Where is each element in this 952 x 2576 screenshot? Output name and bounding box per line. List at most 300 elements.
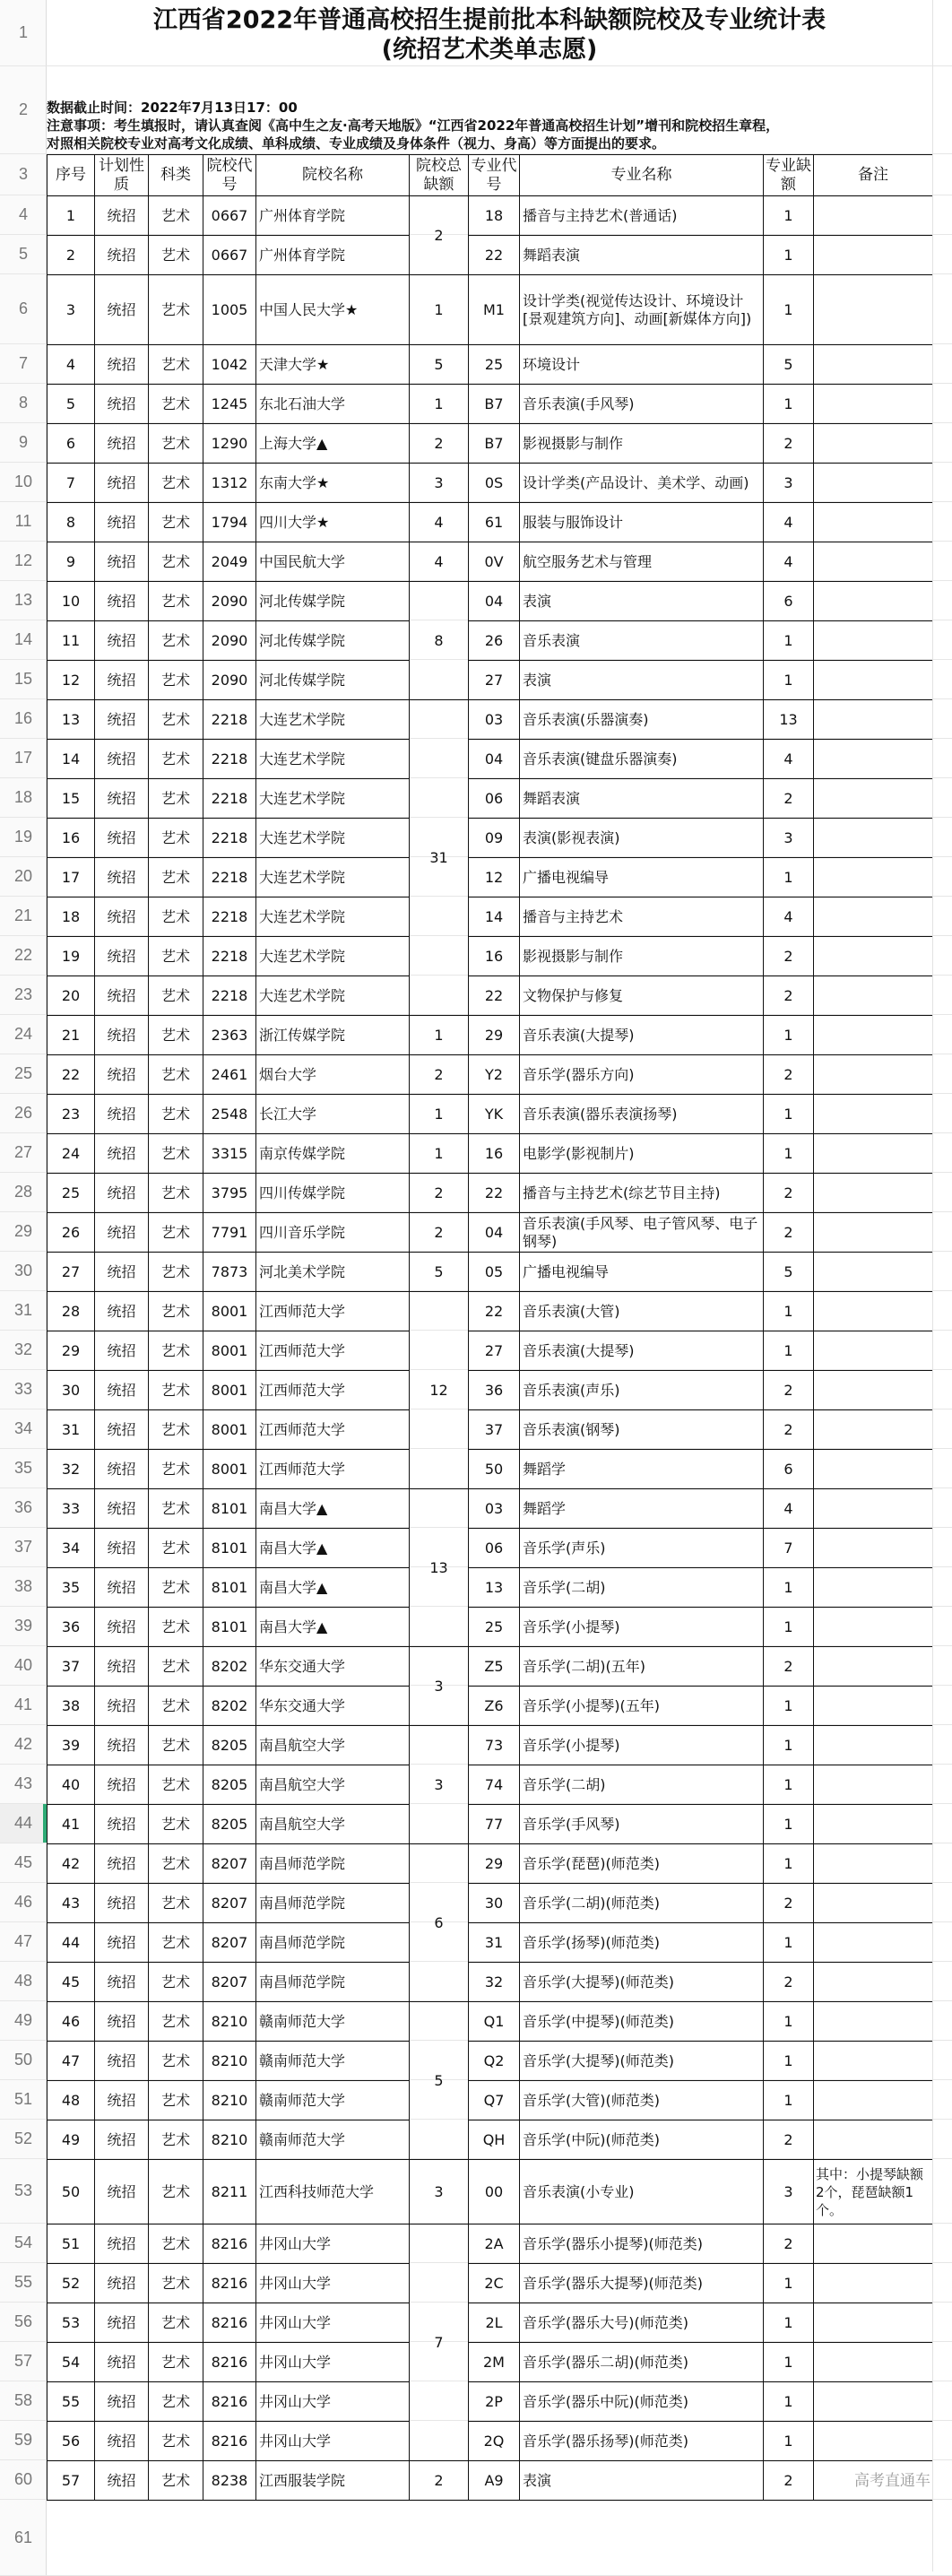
row-header[interactable]: 48 [13, 1972, 33, 1990]
cell-school-name[interactable]: 南昌师范学院 [256, 1844, 410, 1884]
cell-school-total-vacancy[interactable]: 3 [410, 2160, 469, 2225]
cell-school-code[interactable]: 8210 [203, 2042, 256, 2081]
cell-school-name[interactable]: 大连艺术学院 [256, 740, 410, 779]
cell-school-code[interactable]: 2218 [203, 858, 256, 898]
cell-remarks[interactable] [814, 779, 933, 819]
col-header-school-code[interactable]: 院校代号 [203, 155, 256, 196]
cell-seq[interactable]: 25 [48, 1174, 95, 1213]
cell-major-vacancy[interactable]: 1 [764, 1568, 814, 1608]
cell-category[interactable]: 艺术 [149, 2081, 203, 2121]
cell-school-code[interactable]: 8205 [203, 1805, 256, 1844]
cell-school-total-vacancy[interactable]: 7 [410, 2225, 469, 2461]
cell-major-name[interactable]: 舞蹈表演 [520, 779, 764, 819]
cell-seq[interactable]: 36 [48, 1608, 95, 1647]
cell-seq[interactable]: 11 [48, 621, 95, 661]
cell-remarks[interactable] [814, 503, 933, 542]
cell-major-code[interactable]: QH [469, 2121, 520, 2160]
cell-major-code[interactable]: Q1 [469, 2002, 520, 2042]
cell-remarks[interactable] [814, 542, 933, 582]
cell-school-code[interactable]: 8101 [203, 1608, 256, 1647]
cell-school-name[interactable]: 南京传媒学院 [256, 1134, 410, 1174]
cell-plan-type[interactable]: 统招 [95, 1844, 149, 1884]
cell-major-name[interactable]: 音乐学(小提琴) [520, 1608, 764, 1647]
cell-major-name[interactable]: 音乐学(二胡)(五年) [520, 1647, 764, 1687]
cell-school-code[interactable]: 8211 [203, 2160, 256, 2225]
cell-major-vacancy[interactable]: 1 [764, 621, 814, 661]
row-header[interactable]: 54 [13, 2233, 33, 2251]
cell-major-code[interactable]: 61 [469, 503, 520, 542]
cell-plan-type[interactable]: 统招 [95, 2081, 149, 2121]
cell-major-code[interactable]: 18 [469, 196, 520, 236]
cell-school-name[interactable]: 井冈山大学 [256, 2303, 410, 2343]
cell-school-name[interactable]: 四川传媒学院 [256, 1174, 410, 1213]
cell-plan-type[interactable]: 统招 [95, 1410, 149, 1450]
cell-school-code[interactable]: 3795 [203, 1174, 256, 1213]
cell-seq[interactable]: 32 [48, 1450, 95, 1489]
cell-major-code[interactable]: M1 [469, 275, 520, 345]
cell-category[interactable]: 艺术 [149, 779, 203, 819]
cell-school-name[interactable]: 江西科技师范大学 [256, 2160, 410, 2225]
cell-plan-type[interactable]: 统招 [95, 898, 149, 937]
row-header[interactable]: 51 [13, 2090, 33, 2108]
cell-major-code[interactable]: 05 [469, 1253, 520, 1292]
cell-major-code[interactable]: 29 [469, 1016, 520, 1055]
cell-school-name[interactable]: 南昌师范学院 [256, 1963, 410, 2002]
cell-plan-type[interactable]: 统招 [95, 1371, 149, 1410]
row-header[interactable]: 27 [13, 1143, 33, 1161]
watermark-text[interactable]: 高考直通车 [814, 2461, 933, 2501]
cell-major-code[interactable]: 25 [469, 345, 520, 385]
row-header[interactable]: 24 [13, 1025, 33, 1043]
cell-major-name[interactable]: 音乐学(小提琴)(五年) [520, 1687, 764, 1726]
row-header[interactable]: 20 [13, 867, 33, 885]
cell-plan-type[interactable]: 统招 [95, 345, 149, 385]
cell-seq[interactable]: 50 [48, 2160, 95, 2225]
cell-school-name[interactable]: 中国民航大学 [256, 542, 410, 582]
cell-major-vacancy[interactable]: 1 [764, 385, 814, 424]
cell-school-name[interactable]: 南昌大学▲ [256, 1529, 410, 1568]
cell-school-name[interactable]: 东北石油大学 [256, 385, 410, 424]
cell-school-code[interactable]: 2049 [203, 542, 256, 582]
cell-major-code[interactable]: Z5 [469, 1647, 520, 1687]
cell-school-name[interactable]: 大连艺术学院 [256, 976, 410, 1016]
cell-major-name[interactable]: 音乐表演(大提琴) [520, 1016, 764, 1055]
cell-school-code[interactable]: 8001 [203, 1292, 256, 1331]
cell-school-total-vacancy[interactable]: 2 [410, 1213, 469, 1253]
cell-category[interactable]: 艺术 [149, 385, 203, 424]
cell-seq[interactable]: 4 [48, 345, 95, 385]
cell-major-name[interactable]: 音乐学(大提琴)(师范类) [520, 2042, 764, 2081]
row-header[interactable]: 32 [13, 1340, 33, 1358]
cell-major-code[interactable]: 2P [469, 2382, 520, 2422]
cell-school-name[interactable]: 江西师范大学 [256, 1371, 410, 1410]
cell-seq[interactable]: 55 [48, 2382, 95, 2422]
cell-school-code[interactable]: 0667 [203, 236, 256, 275]
cell-school-total-vacancy[interactable]: 4 [410, 542, 469, 582]
cell-major-name[interactable]: 表演(影视表演) [520, 819, 764, 858]
cell-school-name[interactable]: 河北传媒学院 [256, 661, 410, 700]
cell-category[interactable]: 艺术 [149, 1489, 203, 1529]
cell-major-name[interactable]: 音乐学(器乐二胡)(师范类) [520, 2343, 764, 2382]
cell-seq[interactable]: 48 [48, 2081, 95, 2121]
cell-remarks[interactable] [814, 1647, 933, 1687]
cell-school-code[interactable]: 8216 [203, 2382, 256, 2422]
cell-category[interactable]: 艺术 [149, 2461, 203, 2501]
cell-school-total-vacancy[interactable]: 5 [410, 345, 469, 385]
row-header[interactable]: 19 [13, 828, 33, 846]
cell-plan-type[interactable]: 统招 [95, 819, 149, 858]
cell-school-code[interactable]: 8216 [203, 2422, 256, 2461]
col-header-major-vacancy[interactable]: 专业缺额 [764, 155, 814, 196]
cell-major-vacancy[interactable]: 2 [764, 1371, 814, 1410]
cell-remarks[interactable] [814, 196, 933, 236]
row-header[interactable]: 60 [13, 2470, 33, 2488]
row-header[interactable]: 21 [13, 906, 33, 924]
cell-major-vacancy[interactable]: 1 [764, 1095, 814, 1134]
cell-category[interactable]: 艺术 [149, 1923, 203, 1963]
cell-school-name[interactable]: 赣南师范大学 [256, 2081, 410, 2121]
cell-major-code[interactable]: 00 [469, 2160, 520, 2225]
cell-plan-type[interactable]: 统招 [95, 621, 149, 661]
cell-school-name[interactable]: 河北传媒学院 [256, 621, 410, 661]
cell-school-total-vacancy[interactable]: 6 [410, 1844, 469, 2002]
cell-school-total-vacancy[interactable]: 2 [410, 2461, 469, 2501]
cell-school-code[interactable]: 2218 [203, 779, 256, 819]
cell-school-total-vacancy[interactable]: 5 [410, 2002, 469, 2160]
row-header[interactable]: 28 [13, 1183, 33, 1201]
cell-major-code[interactable]: 03 [469, 700, 520, 740]
cell-plan-type[interactable]: 统招 [95, 2042, 149, 2081]
cell-major-name[interactable]: 音乐学(手风琴) [520, 1805, 764, 1844]
cell-major-code[interactable]: 12 [469, 858, 520, 898]
cell-major-vacancy[interactable]: 1 [764, 1331, 814, 1371]
cell-major-vacancy[interactable]: 1 [764, 2382, 814, 2422]
cell-category[interactable]: 艺术 [149, 1410, 203, 1450]
cell-remarks[interactable] [814, 1805, 933, 1844]
cell-remarks[interactable] [814, 2081, 933, 2121]
cell-plan-type[interactable]: 统招 [95, 464, 149, 503]
cell-major-name[interactable]: 影视摄影与制作 [520, 424, 764, 464]
cell-school-total-vacancy[interactable]: 2 [410, 424, 469, 464]
cell-seq[interactable]: 12 [48, 661, 95, 700]
cell-remarks[interactable] [814, 1450, 933, 1489]
cell-school-name[interactable]: 赣南师范大学 [256, 2042, 410, 2081]
cell-major-name[interactable]: 音乐学(器乐大号)(师范类) [520, 2303, 764, 2343]
cell-major-code[interactable]: Z6 [469, 1687, 520, 1726]
cell-category[interactable]: 艺术 [149, 424, 203, 464]
cell-seq[interactable]: 33 [48, 1489, 95, 1529]
cell-school-code[interactable]: 8210 [203, 2081, 256, 2121]
cell-major-code[interactable]: 0S [469, 464, 520, 503]
cell-seq[interactable]: 26 [48, 1213, 95, 1253]
cell-school-name[interactable]: 河北传媒学院 [256, 582, 410, 621]
cell-school-name[interactable]: 井冈山大学 [256, 2382, 410, 2422]
col-header-seq[interactable]: 序号 [48, 155, 95, 196]
cell-category[interactable]: 艺术 [149, 1884, 203, 1923]
cell-seq[interactable]: 15 [48, 779, 95, 819]
cell-school-total-vacancy[interactable]: 3 [410, 1726, 469, 1844]
row-header[interactable]: 40 [13, 1656, 33, 1674]
cell-major-vacancy[interactable]: 1 [764, 1016, 814, 1055]
cell-plan-type[interactable]: 统招 [95, 2225, 149, 2264]
cell-school-code[interactable]: 2218 [203, 937, 256, 976]
cell-plan-type[interactable]: 统招 [95, 1292, 149, 1331]
cell-seq[interactable]: 37 [48, 1647, 95, 1687]
cell-category[interactable]: 艺术 [149, 2160, 203, 2225]
cell-major-name[interactable]: 音乐表演(乐器演奏) [520, 700, 764, 740]
cell-school-name[interactable]: 大连艺术学院 [256, 779, 410, 819]
cell-school-name[interactable]: 南昌航空大学 [256, 1765, 410, 1805]
row-header[interactable]: 23 [13, 985, 33, 1003]
row-header[interactable]: 37 [13, 1538, 33, 1556]
row-header[interactable]: 22 [13, 946, 33, 964]
cell-school-code[interactable]: 2090 [203, 661, 256, 700]
cell-school-name[interactable]: 大连艺术学院 [256, 700, 410, 740]
cell-plan-type[interactable]: 统招 [95, 275, 149, 345]
cell-remarks[interactable] [814, 2121, 933, 2160]
cell-school-code[interactable]: 0667 [203, 196, 256, 236]
cell-plan-type[interactable]: 统招 [95, 1331, 149, 1371]
cell-plan-type[interactable]: 统招 [95, 2303, 149, 2343]
cell-major-code[interactable]: 30 [469, 1884, 520, 1923]
cell-plan-type[interactable]: 统招 [95, 858, 149, 898]
cell-major-code[interactable]: 32 [469, 1963, 520, 2002]
cell-category[interactable]: 艺术 [149, 1134, 203, 1174]
cell-school-name[interactable]: 井冈山大学 [256, 2264, 410, 2303]
cell-major-name[interactable]: 播音与主持艺术 [520, 898, 764, 937]
cell-seq[interactable]: 14 [48, 740, 95, 779]
cell-school-name[interactable]: 大连艺术学院 [256, 819, 410, 858]
cell-major-vacancy[interactable]: 1 [764, 2343, 814, 2382]
cell-remarks[interactable] [814, 1687, 933, 1726]
cell-major-code[interactable]: 14 [469, 898, 520, 937]
cell-major-name[interactable]: 环境设计 [520, 345, 764, 385]
cell-school-code[interactable]: 8202 [203, 1687, 256, 1726]
cell-remarks[interactable] [814, 661, 933, 700]
cell-category[interactable]: 艺术 [149, 661, 203, 700]
cell-plan-type[interactable]: 统招 [95, 1884, 149, 1923]
cell-category[interactable]: 艺术 [149, 542, 203, 582]
cell-seq[interactable]: 3 [48, 275, 95, 345]
cell-major-name[interactable]: 音乐学(器乐中阮)(师范类) [520, 2382, 764, 2422]
cell-school-name[interactable]: 上海大学▲ [256, 424, 410, 464]
cell-category[interactable]: 艺术 [149, 1529, 203, 1568]
cell-category[interactable]: 艺术 [149, 582, 203, 621]
cell-major-vacancy[interactable]: 5 [764, 1253, 814, 1292]
cell-remarks[interactable] [814, 1055, 933, 1095]
cell-school-name[interactable]: 四川音乐学院 [256, 1213, 410, 1253]
cell-plan-type[interactable]: 统招 [95, 2002, 149, 2042]
row-header[interactable]: 35 [13, 1459, 33, 1477]
cell-major-name[interactable]: 音乐学(大管)(师范类) [520, 2081, 764, 2121]
row-header-selected[interactable]: 44 [0, 1804, 47, 1843]
cell-major-name[interactable]: 设计学类(产品设计、美术学、动画) [520, 464, 764, 503]
cell-plan-type[interactable]: 统招 [95, 582, 149, 621]
cell-major-code[interactable]: 50 [469, 1450, 520, 1489]
cell-major-vacancy[interactable]: 1 [764, 196, 814, 236]
cell-major-vacancy[interactable]: 3 [764, 819, 814, 858]
cell-seq[interactable]: 40 [48, 1765, 95, 1805]
row-header[interactable]: 55 [13, 2273, 33, 2291]
cell-school-name[interactable]: 天津大学★ [256, 345, 410, 385]
cell-major-vacancy[interactable]: 3 [764, 464, 814, 503]
cell-school-name[interactable]: 广州体育学院 [256, 236, 410, 275]
cell-major-code[interactable]: YK [469, 1095, 520, 1134]
cell-category[interactable]: 艺术 [149, 898, 203, 937]
cell-school-code[interactable]: 8101 [203, 1529, 256, 1568]
cell-remarks[interactable] [814, 819, 933, 858]
cell-major-name[interactable]: 音乐学(扬琴)(师范类) [520, 1923, 764, 1963]
row-header[interactable]: 59 [13, 2431, 33, 2449]
cell-plan-type[interactable]: 统招 [95, 2343, 149, 2382]
cell-category[interactable]: 艺术 [149, 196, 203, 236]
col-header-remarks[interactable]: 备注 [814, 155, 933, 196]
cell-plan-type[interactable]: 统招 [95, 1805, 149, 1844]
cell-school-name[interactable]: 赣南师范大学 [256, 2121, 410, 2160]
cell-major-code[interactable]: 16 [469, 1134, 520, 1174]
cell-major-vacancy[interactable]: 2 [764, 1174, 814, 1213]
cell-school-code[interactable]: 2218 [203, 898, 256, 937]
cell-school-code[interactable]: 8238 [203, 2461, 256, 2501]
cell-major-code[interactable]: 31 [469, 1923, 520, 1963]
cell-school-code[interactable]: 2218 [203, 976, 256, 1016]
cell-plan-type[interactable]: 统招 [95, 700, 149, 740]
cell-school-code[interactable]: 7791 [203, 1213, 256, 1253]
cell-major-code[interactable]: 27 [469, 1331, 520, 1371]
cell-major-code[interactable]: 77 [469, 1805, 520, 1844]
cell-major-vacancy[interactable]: 1 [764, 1844, 814, 1884]
cell-plan-type[interactable]: 统招 [95, 1963, 149, 2002]
cell-school-name[interactable]: 井冈山大学 [256, 2343, 410, 2382]
cell-school-name[interactable]: 长江大学 [256, 1095, 410, 1134]
cell-seq[interactable]: 28 [48, 1292, 95, 1331]
row-header[interactable]: 5 [18, 245, 28, 263]
cell-major-code[interactable]: 16 [469, 937, 520, 976]
cell-remarks[interactable] [814, 2042, 933, 2081]
cell-school-total-vacancy[interactable]: 1 [410, 1095, 469, 1134]
cell-remarks[interactable] [814, 1253, 933, 1292]
cell-major-name[interactable]: 音乐表演 [520, 621, 764, 661]
row-header[interactable]: 49 [13, 2011, 33, 2029]
cell-plan-type[interactable]: 统招 [95, 1687, 149, 1726]
cell-plan-type[interactable]: 统招 [95, 2461, 149, 2501]
cell-category[interactable]: 艺术 [149, 1174, 203, 1213]
cell-plan-type[interactable]: 统招 [95, 424, 149, 464]
cell-school-code[interactable]: 8205 [203, 1765, 256, 1805]
cell-major-vacancy[interactable]: 1 [764, 236, 814, 275]
cell-category[interactable]: 艺术 [149, 858, 203, 898]
cell-school-code[interactable]: 8207 [203, 1963, 256, 2002]
cell-major-code[interactable]: 04 [469, 582, 520, 621]
cell-seq[interactable]: 31 [48, 1410, 95, 1450]
cell-school-code[interactable]: 2363 [203, 1016, 256, 1055]
cell-category[interactable]: 艺术 [149, 1844, 203, 1884]
cell-plan-type[interactable]: 统招 [95, 1923, 149, 1963]
cell-major-vacancy[interactable]: 4 [764, 898, 814, 937]
cell-major-name[interactable]: 音乐学(琵琶)(师范类) [520, 1844, 764, 1884]
cell-major-code[interactable]: 37 [469, 1410, 520, 1450]
cell-major-vacancy[interactable]: 2 [764, 976, 814, 1016]
cell-school-code[interactable]: 8001 [203, 1331, 256, 1371]
cell-major-code[interactable]: B7 [469, 424, 520, 464]
cell-remarks[interactable] [814, 1884, 933, 1923]
cell-plan-type[interactable]: 统招 [95, 1253, 149, 1292]
cell-major-name[interactable]: 音乐表演(钢琴) [520, 1410, 764, 1450]
cell-seq[interactable]: 9 [48, 542, 95, 582]
cell-major-vacancy[interactable]: 4 [764, 542, 814, 582]
cell-school-total-vacancy[interactable]: 1 [410, 1016, 469, 1055]
cell-plan-type[interactable]: 统招 [95, 1726, 149, 1765]
cell-school-code[interactable]: 2548 [203, 1095, 256, 1134]
cell-seq[interactable]: 44 [48, 1923, 95, 1963]
cell-remarks[interactable] [814, 2343, 933, 2382]
cell-major-code[interactable]: 26 [469, 621, 520, 661]
cell-plan-type[interactable]: 统招 [95, 1647, 149, 1687]
cell-major-vacancy[interactable]: 1 [764, 2081, 814, 2121]
cell-major-vacancy[interactable]: 6 [764, 1450, 814, 1489]
cell-seq[interactable]: 49 [48, 2121, 95, 2160]
row-header[interactable]: 10 [13, 473, 33, 490]
cell-major-name[interactable]: 广播电视编导 [520, 1253, 764, 1292]
cell-plan-type[interactable]: 统招 [95, 385, 149, 424]
cell-category[interactable]: 艺术 [149, 700, 203, 740]
cell-seq[interactable]: 35 [48, 1568, 95, 1608]
cell-major-code[interactable]: 25 [469, 1608, 520, 1647]
cell-seq[interactable]: 20 [48, 976, 95, 1016]
col-header-category[interactable]: 科类 [149, 155, 203, 196]
cell-seq[interactable]: 10 [48, 582, 95, 621]
cell-seq[interactable]: 41 [48, 1805, 95, 1844]
cell-major-code[interactable]: 73 [469, 1726, 520, 1765]
cell-school-total-vacancy[interactable]: 2 [410, 1055, 469, 1095]
cell-category[interactable]: 艺术 [149, 1687, 203, 1726]
cell-school-code[interactable]: 8216 [203, 2264, 256, 2303]
cell-major-vacancy[interactable]: 1 [764, 1134, 814, 1174]
cell-seq[interactable]: 29 [48, 1331, 95, 1371]
cell-major-name[interactable]: 音乐表演(键盘乐器演奏) [520, 740, 764, 779]
cell-school-name[interactable]: 江西师范大学 [256, 1331, 410, 1371]
cell-major-name[interactable]: 广播电视编导 [520, 858, 764, 898]
cell-plan-type[interactable]: 统招 [95, 2422, 149, 2461]
cell-major-name[interactable]: 表演 [520, 2461, 764, 2501]
cell-major-vacancy[interactable]: 1 [764, 1765, 814, 1805]
cell-seq[interactable]: 19 [48, 937, 95, 976]
cell-major-code[interactable]: 0V [469, 542, 520, 582]
row-header[interactable]: 25 [13, 1064, 33, 1082]
cell-school-code[interactable]: 3315 [203, 1134, 256, 1174]
cell-school-code[interactable]: 8001 [203, 1371, 256, 1410]
cell-major-vacancy[interactable]: 13 [764, 700, 814, 740]
cell-major-code[interactable]: 27 [469, 661, 520, 700]
row-header[interactable]: 50 [13, 2051, 33, 2069]
cell-plan-type[interactable]: 统招 [95, 661, 149, 700]
cell-major-name[interactable]: 音乐表演(声乐) [520, 1371, 764, 1410]
cell-remarks[interactable] [814, 464, 933, 503]
cell-major-code[interactable]: 2A [469, 2225, 520, 2264]
cell-plan-type[interactable]: 统招 [95, 1016, 149, 1055]
cell-seq[interactable]: 38 [48, 1687, 95, 1726]
cell-major-code[interactable]: 06 [469, 779, 520, 819]
cell-major-vacancy[interactable]: 2 [764, 1213, 814, 1253]
cell-school-code[interactable]: 8210 [203, 2121, 256, 2160]
cell-seq[interactable]: 21 [48, 1016, 95, 1055]
cell-major-name[interactable]: 音乐学(声乐) [520, 1529, 764, 1568]
cell-remarks[interactable] [814, 2264, 933, 2303]
cell-major-vacancy[interactable]: 2 [764, 424, 814, 464]
cell-major-name[interactable]: 音乐学(二胡)(师范类) [520, 1884, 764, 1923]
cell-remarks[interactable] [814, 1410, 933, 1450]
cell-category[interactable]: 艺术 [149, 2422, 203, 2461]
